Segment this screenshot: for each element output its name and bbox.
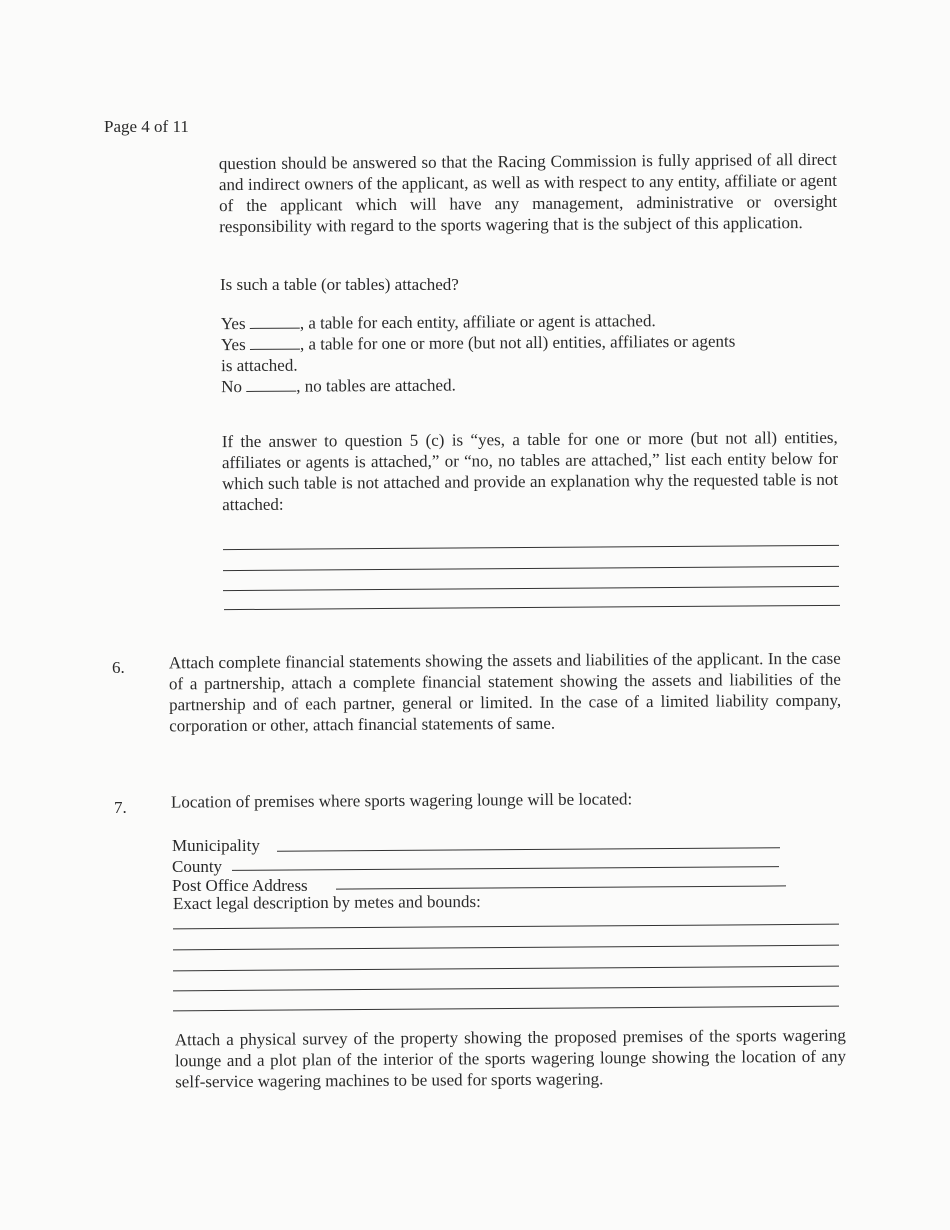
legal-description-line-2[interactable] [173,945,839,951]
yes-label: Yes [220,334,246,355]
page-number: Page 4 of 11 [104,117,189,136]
option-no [221,372,841,397]
yes-some-text: , a table for one or more (but not all) entities, affiliates or agents [299,331,736,354]
item-7-number: 7. [114,798,127,817]
county-field[interactable] [232,866,779,871]
yes-some-blank[interactable] [250,335,300,350]
item-6-number: 6. [112,658,125,677]
item-7-text: Location of premises where sports wagering lounge will be located: [170,789,633,812]
municipality-label: Municipality [172,836,260,855]
no-label: No [221,377,243,397]
post-office-label: Post Office Address [172,876,308,895]
municipality-field[interactable] [277,847,780,852]
no-text: , no tables are attached. [296,375,456,396]
legal-description-line-4[interactable] [173,986,839,992]
explanation-line-1[interactable] [223,545,839,550]
table-options [221,309,842,397]
intro-paragraph: question should be answered so that the Racing Commission is fully apprised of all direct and indirect owners of the applicant, as well as with respect to any entity, affiliate or agent of the applicant which will have any management, administrative or oversight responsibility with regard to the sports wagering that is the subject of this application. [218,149,838,237]
explanation-line-2[interactable] [223,566,839,571]
explanation-line-3[interactable] [223,586,839,591]
legal-description-line-5[interactable] [173,1006,839,1012]
post-office-field[interactable] [336,885,786,889]
legal-description-line-3[interactable] [173,966,839,972]
yes-some-text-continued: is attached. [221,355,298,376]
legal-description-line-1[interactable] [173,924,839,930]
legal-description-label: Exact legal description by metes and bounds: [172,891,481,914]
table-question: Is such a table (or tables) attached? [220,275,459,294]
survey-paragraph: Attach a physical survey of the property showing the proposed premises of the sports wagering lounge and a plot plan of the interior of the sports wagering lounge showing the location of any self-service wagering machines to be used for sports wagering. [174,1025,847,1092]
item-6-text: Attach complete financial statements showing the assets and liabilities of the applicant. In the case of a partnership, attach a complete financial statement showing the assets and liabilities of the partnership and of each partner, general or limited. In the case of a limited liability company, corporation or other, attach financial statements of same. [168,648,842,736]
explanation-paragraph: If the answer to question 5 (c) is “yes, a table for one or more (but not all) entities, affiliates or agents is attached,” or “no, no tables are attached,” list each entity below for which such table is not attached and provide an explanation why the requested table is not attached: [221,427,839,515]
yes-all-blank[interactable] [250,314,300,329]
yes-label: Yes [220,313,246,334]
county-label: County [172,857,223,876]
no-blank[interactable] [246,377,296,392]
explanation-line-4[interactable] [224,605,840,610]
yes-all-text: , a table for each entity, affiliate or agent is attached. [299,311,656,333]
